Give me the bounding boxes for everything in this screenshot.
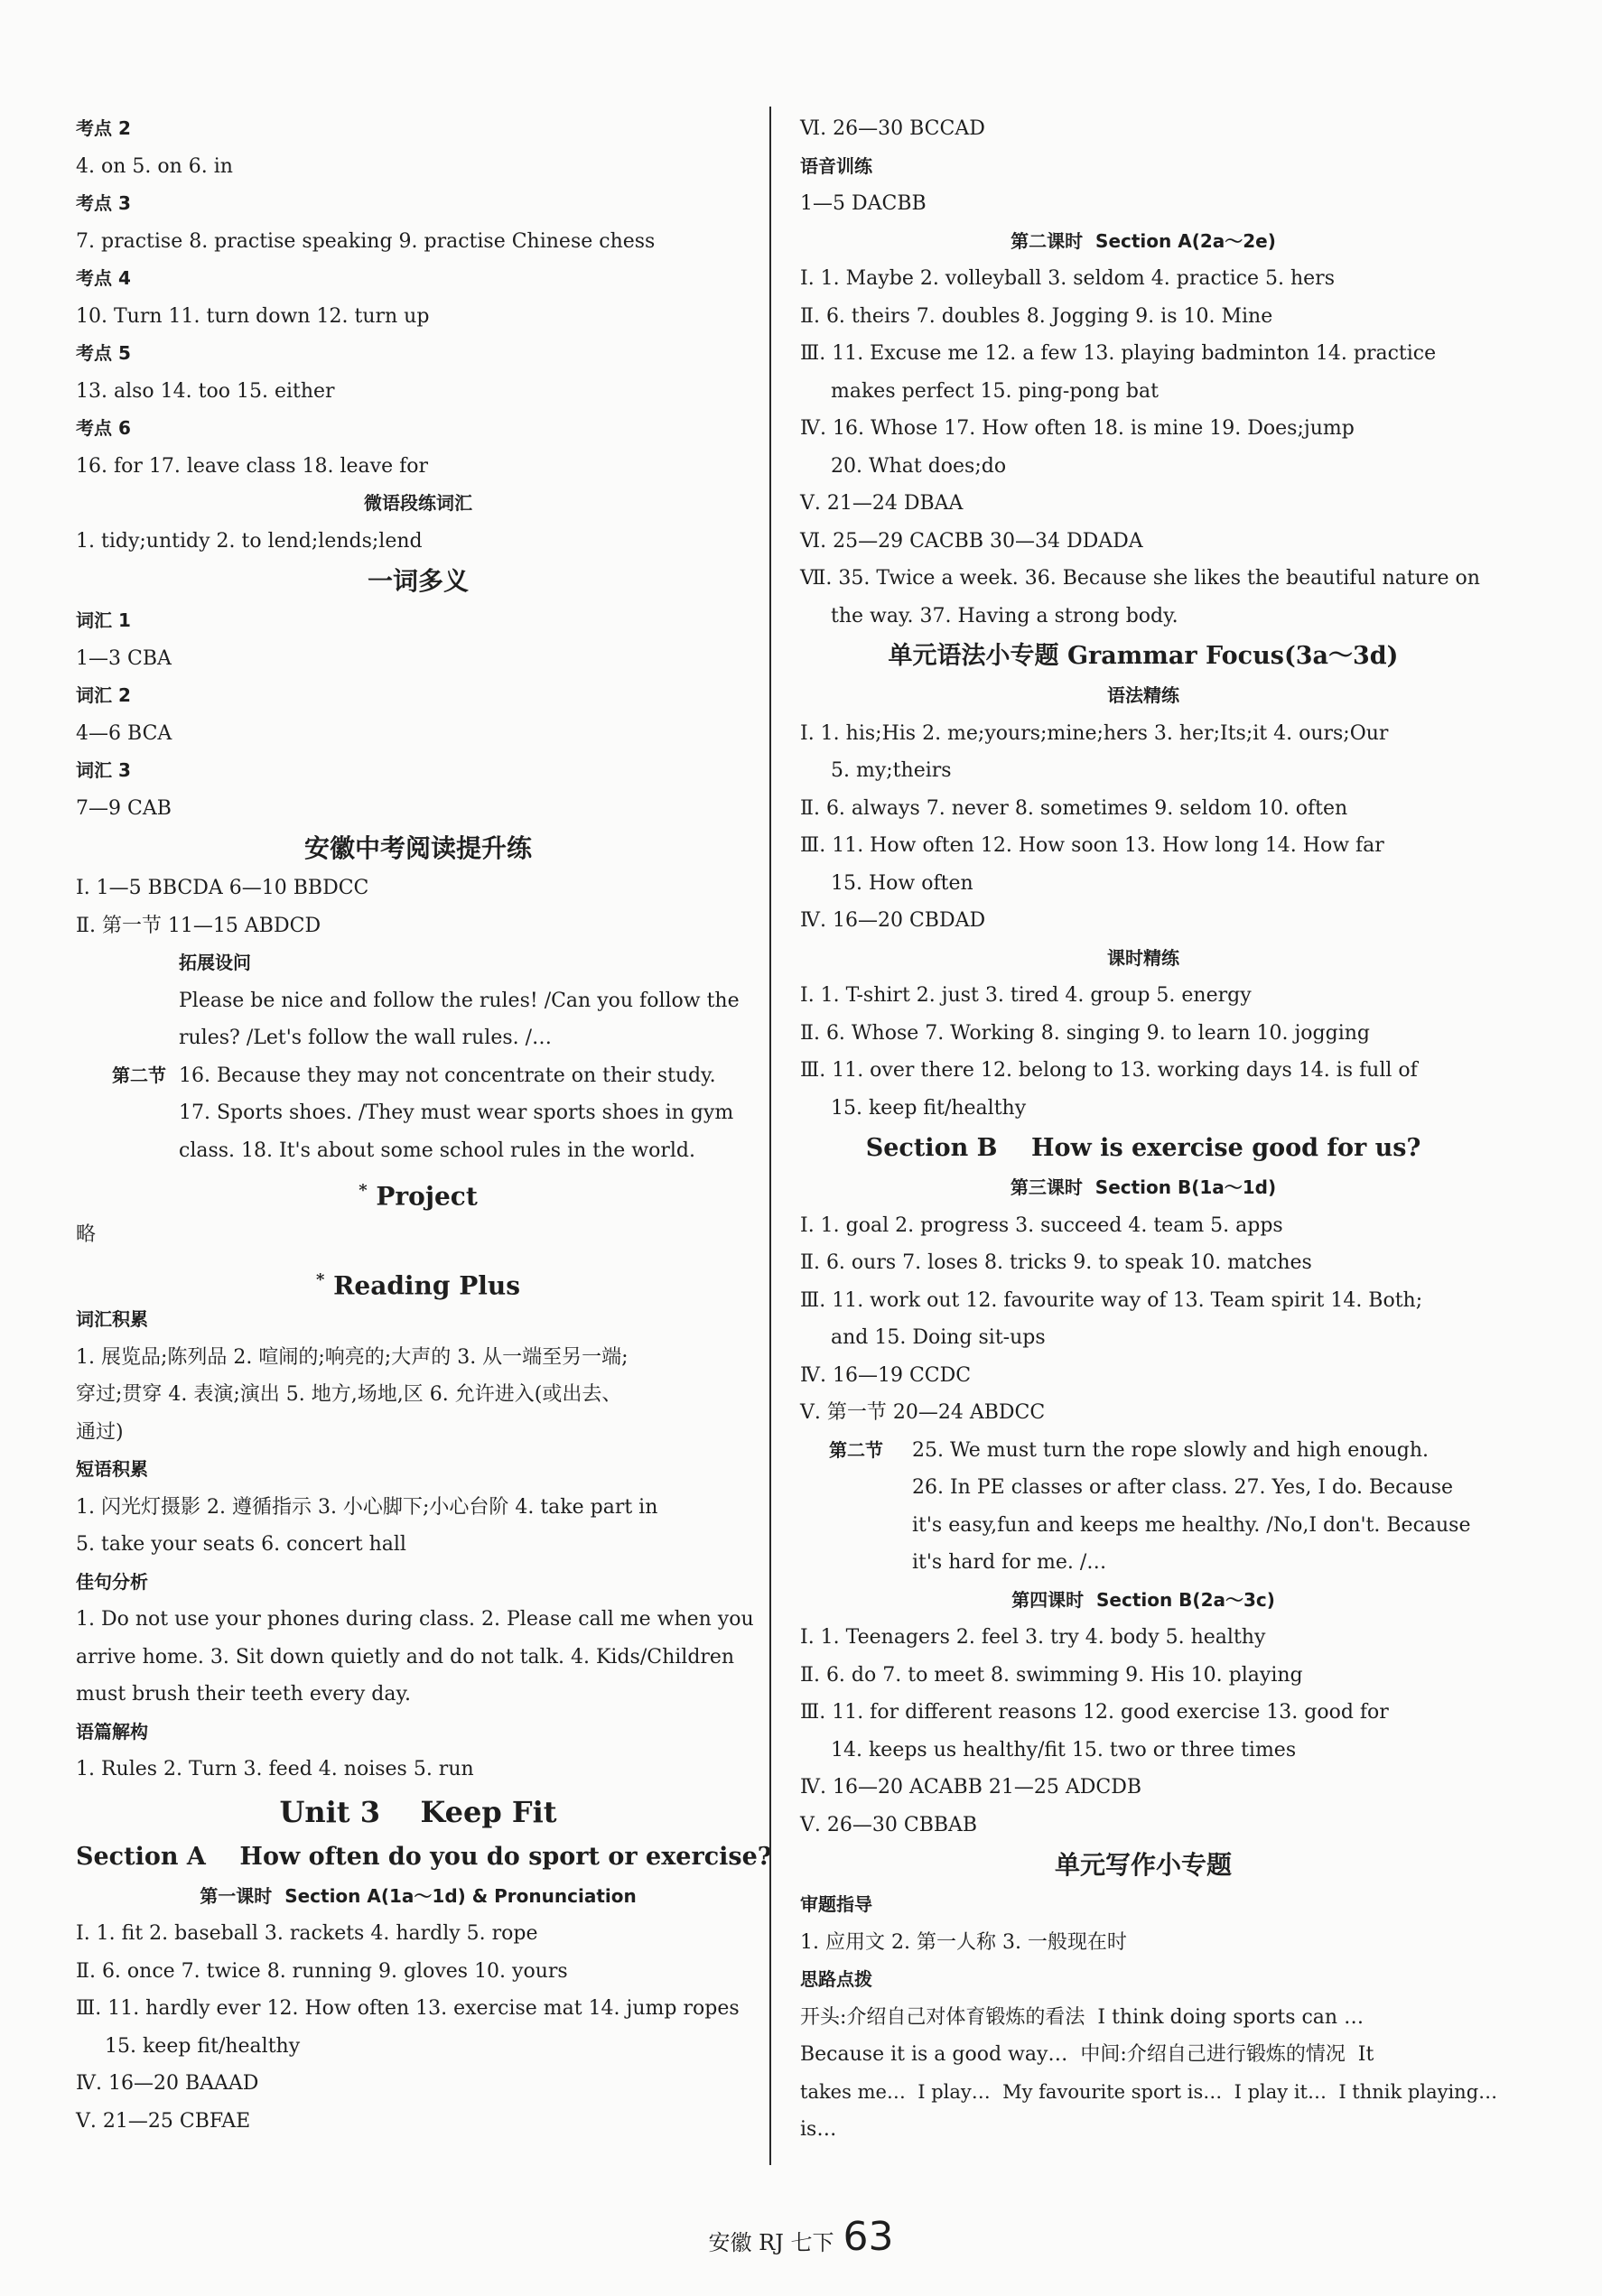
kaodian-6-label: 考点 6 xyxy=(76,417,131,439)
project-asterisk: * xyxy=(359,1181,368,1200)
grammar-part-2: Ⅱ. 6. always 7. never 8. sometimes 9. seldom 10. often xyxy=(800,796,1348,820)
lesson-4-part-5: Ⅴ. 26—30 CBBAB xyxy=(800,1813,978,1836)
lesson-1-part-5: Ⅴ. 21—25 CBFAE xyxy=(76,2109,251,2133)
lesson-4-part-3: Ⅲ. 11. for different reasons 12. good exercise 13. good for xyxy=(800,1701,1389,1724)
lesson-4-title: 第四课时 Section B(2a～3c) xyxy=(1011,1588,1275,1611)
keshi-part-3: Ⅲ. 11. over there 12. belong to 13. working days 14. is full of xyxy=(800,1059,1418,1082)
yupian-label: 语篇解构 xyxy=(76,1720,148,1743)
lesson-2-part-3: Ⅲ. 11. Excuse me 12. a few 13. playing badminton 14. practice xyxy=(800,342,1437,365)
lesson-2-part-7: Ⅶ. 35. Twice a week. 36. Because she likes the beautiful nature on xyxy=(800,567,1480,590)
kaodian-2-label: 考点 2 xyxy=(76,117,131,139)
lesson-2-part-2: Ⅱ. 6. theirs 7. doubles 8. Jogging 9. is 10. Mine xyxy=(800,304,1273,328)
reading-plus-heading xyxy=(76,1259,760,1301)
yufa-jinglian-label: 语法精练 xyxy=(1107,684,1179,706)
cihui-jilei-1: 1. 展览品;陈列品 2. 喧闹的;响亮的;大声的 3. 从一端至另一端; xyxy=(76,1345,629,1369)
section-b-title: Section B How is exercise good for us? xyxy=(865,1134,1421,1162)
kaodian-2-answers: 4. on 5. on 6. in xyxy=(76,154,233,178)
cihui-3-label: 词汇 3 xyxy=(76,759,131,781)
lesson-1-part-2: Ⅱ. 6. once 7. twice 8. running 9. gloves 10. yours xyxy=(76,1959,568,1983)
kaodian-5-answers: 13. also 14. too 15. either xyxy=(76,379,335,403)
yupian-1: 1. Rules 2. Turn 3. feed 4. noises 5. run xyxy=(76,1758,474,1780)
cihui-jilei-label: 词汇积累 xyxy=(76,1308,148,1330)
project-heading xyxy=(76,1169,760,1212)
silu-line-4: is… xyxy=(800,2118,837,2141)
duanyu-jilei-1: 1. 闪光灯摄影 2. 遵循指示 3. 小心脚下;小心台阶 4. take part in xyxy=(76,1495,658,1519)
grammar-part-3: Ⅲ. 11. How often 12. How soon 13. How long 14. How far xyxy=(800,834,1384,857)
cihui-jilei-2: 穿过;贯穿 4. 表演;演出 5. 地方,场地,区 6. 允许进入(或出去、 xyxy=(76,1383,622,1406)
lesson-1-title: 第一课时 Section A(1a～1d) & Pronunciation xyxy=(200,1884,637,1907)
lesson-2-part-4: Ⅳ. 16. Whose 17. How often 18. is mine 19. Does;jump xyxy=(800,417,1355,440)
lesson-3-part-3: Ⅲ. 11. work out 12. favourite way of 13. Team spirit 14. Both; xyxy=(800,1288,1423,1312)
cihui-2-label: 词汇 2 xyxy=(76,684,131,706)
cihui-3-answers: 7—9 CAB xyxy=(76,796,172,820)
duanyu-jilei-2: 5. take your seats 6. concert hall xyxy=(76,1533,406,1556)
silu-line-2: Because it is a good way… 中间:介绍自己进行锻炼的情况 It xyxy=(800,2043,1374,2066)
lesson-1-part-3b: 15. keep fit/healthy xyxy=(105,2034,301,2058)
column-divider xyxy=(769,107,771,2165)
cihui-1-answers: 1—3 CBA xyxy=(76,646,172,670)
lesson-3-part-1: Ⅰ. 1. goal 2. progress 3. succeed 4. team 5. apps xyxy=(800,1213,1283,1237)
lesson-2-part-4b: 20. What does;do xyxy=(831,454,1007,478)
cihui-1-label: 词汇 1 xyxy=(76,609,131,631)
lesson-3-dierjie-label: 第二节 xyxy=(829,1438,883,1461)
lesson-3-part-3b: and 15. Doing sit-ups xyxy=(831,1326,1046,1349)
jiaju-3: must brush their teeth every day. xyxy=(76,1683,411,1706)
lesson-2-part-5: Ⅴ. 21—24 DBAA xyxy=(800,492,964,515)
lesson-4-part-2: Ⅱ. 6. do 7. to meet 8. swimming 9. His 10. playing xyxy=(800,1663,1303,1687)
cihui-2-answers: 4—6 BCA xyxy=(76,721,172,745)
anhui-part-2: Ⅱ. 第一节 11—15 ABDCD xyxy=(76,914,321,937)
lesson-3-part-9: it's hard for me. /… xyxy=(912,1551,1107,1574)
kaodian-4-answers: 10. Turn 11. turn down 12. turn up xyxy=(76,304,430,328)
jiaju-2: arrive home. 3. Sit down quietly and do not talk. 4. Kids/Children xyxy=(76,1645,735,1669)
lesson-2-part-7b: the way. 37. Having a strong body. xyxy=(831,604,1178,627)
footer-text: 安徽 RJ 七下 xyxy=(708,2230,834,2255)
grammar-part-4: Ⅳ. 16—20 CBDAD xyxy=(800,909,986,932)
right-column xyxy=(800,110,1498,2149)
unit-3-title: Unit 3 Keep Fit xyxy=(279,1794,557,1829)
dierjie-answer-3: class. 18. It's about some school rules in the world. xyxy=(179,1139,695,1162)
keshi-part-2: Ⅱ. 6. Whose 7. Working 8. singing 9. to learn 10. jogging xyxy=(800,1021,1370,1045)
project-answer: 略 xyxy=(76,1223,97,1246)
tuozhan-answer-2: rules? /Let's follow the wall rules. /… xyxy=(179,1027,553,1049)
kaodian-3-answers: 7. practise 8. practise speaking 9. practise Chinese chess xyxy=(76,229,656,253)
writing-heading: 单元写作小专题 xyxy=(1054,1850,1232,1880)
lesson-3-part-6: 25. We must turn the rope slowly and high enough. xyxy=(912,1438,1430,1462)
lesson-3-part-2: Ⅱ. 6. ours 7. loses 8. tricks 9. to speak 10. matches xyxy=(800,1251,1312,1274)
dierjie-row-1 xyxy=(76,1057,760,1095)
lesson-2-part-3b: makes perfect 15. ping-pong bat xyxy=(831,379,1159,403)
jiaju-1: 1. Do not use your phones during class. 2. Please call me when you xyxy=(76,1608,754,1631)
yuyin-answers: 1—5 DACBB xyxy=(800,192,927,215)
lesson-1-part-1: Ⅰ. 1. fit 2. baseball 3. rackets 4. hardly 5. rope xyxy=(76,1922,538,1945)
lesson-4-part-3b: 14. keeps us healthy/fit 15. two or three times xyxy=(831,1738,1297,1762)
anhui-reading-heading: 安徽中考阅读提升练 xyxy=(303,833,532,863)
kaodian-4-label: 考点 4 xyxy=(76,267,131,289)
page-number: 63 xyxy=(843,2214,894,2260)
lesson-1-part-6: Ⅵ. 26—30 BCCAD xyxy=(800,117,985,140)
lesson-3-part-5: Ⅴ. 第一节 20—24 ABDCC xyxy=(800,1401,1046,1424)
lesson-3-part-8: it's easy,fun and keeps me healthy. /No,I don't. Because xyxy=(912,1513,1471,1537)
lesson-2-part-1: Ⅰ. 1. Maybe 2. volleyball 3. seldom 4. practice 5. hers xyxy=(800,267,1335,290)
grammar-part-1: Ⅰ. 1. his;His 2. me;yours;mine;hers 3. her;Its;it 4. ours;Our xyxy=(800,721,1389,745)
reading-plus-title: Reading Plus xyxy=(333,1270,521,1301)
lesson-4-part-4: Ⅳ. 16—20 ACABB 21—25 ADCDB xyxy=(800,1776,1142,1799)
reading-plus-asterisk: * xyxy=(315,1270,325,1289)
lesson-4-part-1: Ⅰ. 1. Teenagers 2. feel 3. try 4. body 5. healthy xyxy=(800,1626,1266,1649)
grammar-part-1b: 5. my;theirs xyxy=(831,759,952,782)
shenti-answers: 1. 应用文 2. 第一人称 3. 一般现在时 xyxy=(800,1930,1127,1954)
weiyu-answers: 1. tidy;untidy 2. to lend;lends;lend xyxy=(76,529,423,553)
dierjie-answer-1: 16. Because they may not concentrate on their study. xyxy=(179,1064,716,1087)
duanyu-jilei-label: 短语积累 xyxy=(76,1458,148,1480)
left-column xyxy=(76,110,772,2140)
keshi-part-1: Ⅰ. 1. T-shirt 2. just 3. tired 4. group 5. energy xyxy=(800,984,1252,1007)
kaodian-3-label: 考点 3 xyxy=(76,192,131,214)
lesson-3-dierjie-row xyxy=(800,1432,1486,1470)
silu-line-1: 开头:介绍自己对体育锻炼的看法 I think doing sports can … xyxy=(800,2005,1364,2029)
dierjie-label: 第二节 xyxy=(112,1064,166,1086)
keshi-part-3b: 15. keep fit/healthy xyxy=(831,1096,1027,1120)
yuyin-label: 语音训练 xyxy=(800,154,872,177)
grammar-focus-heading: 单元语法小专题 Grammar Focus(3a～3d) xyxy=(888,642,1399,670)
duoyi-heading: 一词多义 xyxy=(367,566,469,596)
lesson-3-part-7: 26. In PE classes or after class. 27. Yes, I do. Because xyxy=(912,1476,1454,1499)
lesson-1-part-4: Ⅳ. 16—20 BAAAD xyxy=(76,2072,259,2095)
tuozhan-label: 拓展设问 xyxy=(179,952,251,973)
kaodian-6-answers: 16. for 17. leave class 18. leave for xyxy=(76,454,429,478)
silu-line-3: takes me… I play… My favourite sport is… I play it… I thnik playing… xyxy=(800,2080,1498,2103)
lesson-1-part-3: Ⅲ. 11. hardly ever 12. How often 13. exercise mat 14. jump ropes xyxy=(76,1997,740,2020)
lesson-2-title: 第二课时 Section A(2a～2e) xyxy=(1011,229,1276,252)
lesson-3-part-4: Ⅳ. 16—19 CCDC xyxy=(800,1363,972,1387)
grammar-part-3b: 15. How often xyxy=(831,871,973,895)
project-title: Project xyxy=(376,1181,478,1212)
weiyu-heading: 微语段练词汇 xyxy=(364,492,472,514)
anhui-part-1: Ⅰ. 1—5 BBCDA 6—10 BBDCC xyxy=(76,877,369,899)
keshi-jinglian-label: 课时精练 xyxy=(1107,946,1179,969)
page-footer xyxy=(0,2214,1602,2260)
section-a-title: Section A How often do you do sport or exercise? xyxy=(76,1842,772,1871)
tuozhan-answer-1: Please be nice and follow the rules! /Can you follow the xyxy=(179,989,740,1012)
dierjie-answer-2: 17. Sports shoes. /They must wear sports shoes in gym xyxy=(179,1102,734,1124)
jiaju-label: 佳句分析 xyxy=(76,1570,148,1593)
lesson-3-title: 第三课时 Section B(1a～1d) xyxy=(1010,1176,1277,1198)
kaodian-5-label: 考点 5 xyxy=(76,342,131,364)
shenti-label: 审题指导 xyxy=(800,1893,872,1915)
lesson-2-part-6: Ⅵ. 25—29 CACBB 30—34 DDADA xyxy=(800,529,1143,553)
cihui-jilei-3: 通过) xyxy=(76,1420,124,1444)
silu-label: 思路点拨 xyxy=(800,1968,872,1990)
